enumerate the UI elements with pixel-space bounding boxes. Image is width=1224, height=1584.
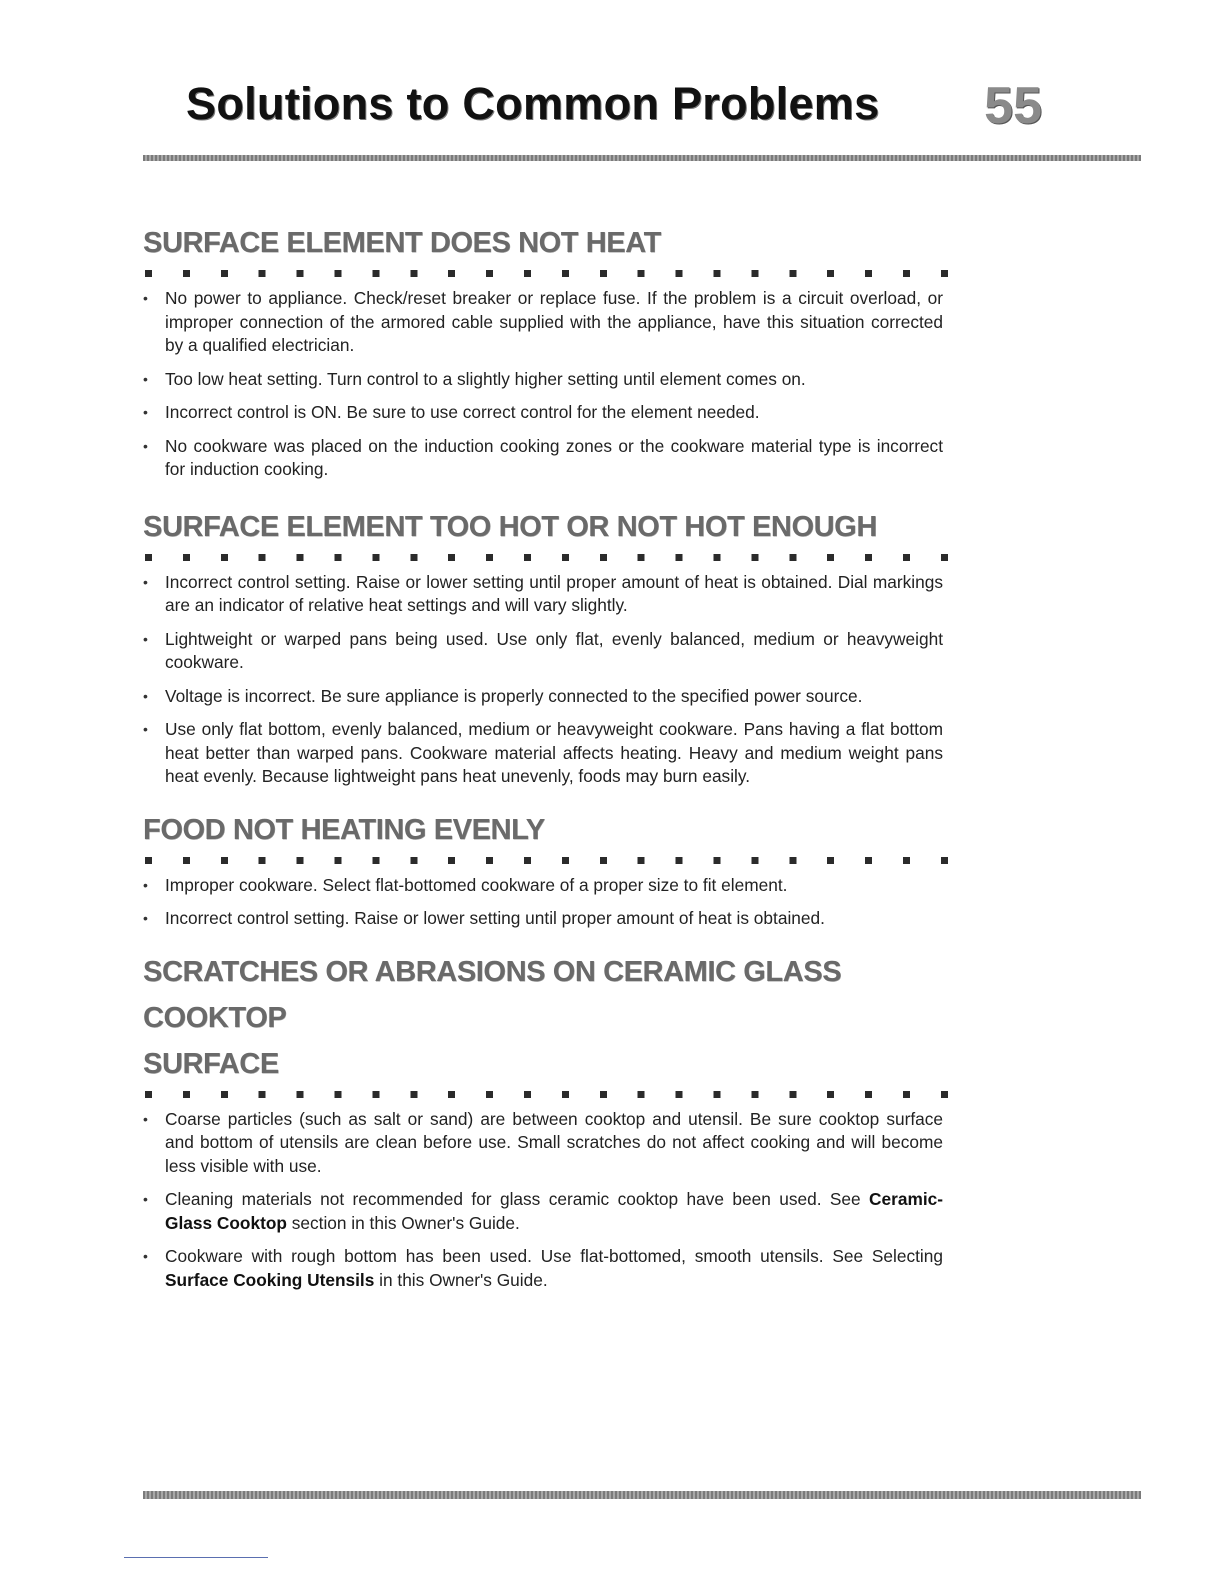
section-title: SCRATCHES OR ABRASIONS ON CERAMIC GLASS COOKTOP SURFACE [143,955,842,1080]
dotted-divider [145,856,951,866]
bullet-icon: • [143,910,148,926]
bullet-icon: • [143,404,148,420]
bullet-icon: • [143,573,148,590]
section-title: SURFACE ELEMENT DOES NOT HEAT [143,227,661,259]
bullet-icon: • [143,1191,148,1207]
footer-rule [143,1491,1141,1499]
page-title: Solutions to Common Problems [186,78,880,129]
bullet-icon: • [143,687,148,704]
list-item: • Improper cookware. Select flat-bottomed cookware of a proper size to fit element. [143,874,943,898]
list-item: • Cookware with rough bottom has been used. Use flat-bottomed, smooth utensils. See Selecting Surface Cooking Utensils in this Owner's Guide. [143,1246,943,1290]
list-item: • Incorrect control is ON. Be sure to use correct control for the element needed. [143,401,943,425]
ceramic-glass-cooktop-reference: Ceramic-Glass Cooktop [165,1189,943,1233]
header-rule [143,155,1141,161]
section-surface-element-does-not-heat [143,220,943,482]
section-surface-element-too-hot [143,504,943,789]
list-item: • Lightweight or warped pans being used. Use only flat, evenly balanced, medium or heavyweight cookware. [143,628,943,672]
page-header [186,78,1056,144]
section-title: FOOD NOT HEATING EVENLY [143,813,545,846]
list-item: • Coarse particles (such as salt or sand) are between cooktop and utensil. Be sure cooktop surface and bottom of utensils are clean before use. Small scratches do not affect cooking and will become less visible with use. [143,1108,943,1176]
list-item: • Too low heat setting. Turn control to a slightly higher setting until element comes on. [143,368,943,392]
bullet-icon: • [143,370,148,387]
bullet-icon: • [143,721,148,737]
bullet-list [143,571,943,789]
dotted-divider [145,1090,951,1100]
list-item: • Voltage is incorrect. Be sure appliance is properly connected to the specified power source. [143,685,943,709]
bullet-list [143,874,943,931]
bullet-icon: • [143,290,148,306]
list-item: • No power to appliance. Check/reset breaker or replace fuse. If the problem is a circuit overload, or improper connection of the armored cable supplied with the appliance, have this situation corrected by a qualified electrician. [143,288,943,355]
bullet-icon: • [143,437,148,454]
dotted-divider [145,553,951,563]
section-title: SURFACE ELEMENT TOO HOT OR NOT HOT ENOUGH [143,510,877,543]
bullet-icon: • [143,1248,148,1264]
bullet-list [143,1108,943,1293]
bullet-icon: • [143,1110,148,1127]
list-item: • Incorrect control setting. Raise or lower setting until proper amount of heat is obtained. Dial markings are an indicator of relative heat settings and will vary slightly. [143,571,943,615]
surface-cooking-utensils-reference: Surface Cooking Utensils [165,1269,375,1290]
list-item: • No cookware was placed on the induction cooking zones or the cookware material type is incorrect for induction cooking. [143,435,943,479]
bullet-icon: • [143,630,148,647]
section-food-not-heating-evenly [143,807,943,931]
page-number: 55 [984,77,1042,135]
section-scratches-or-abrasions [143,949,943,1293]
list-item: • Use only flat bottom, evenly balanced, medium or heavyweight cookware. Pans having a flat bottom heat better than warped pans. Cookware material affects heating. Heavy and medium weight pans heat evenly. Because lightweight pans heat unevenly, foods may burn easily. [143,719,943,786]
list-item: • Cleaning materials not recommended for glass ceramic cooktop have been used. See Ceramic-Glass Cooktop section in this Owner's Guide. [143,1189,943,1233]
bullet-list [143,287,943,482]
footer-line [124,1557,268,1558]
list-item: • Incorrect control setting. Raise or lower setting until proper amount of heat is obtained. [143,907,943,931]
page-content [143,220,943,1302]
dotted-divider [145,269,951,279]
bullet-icon: • [143,876,148,893]
